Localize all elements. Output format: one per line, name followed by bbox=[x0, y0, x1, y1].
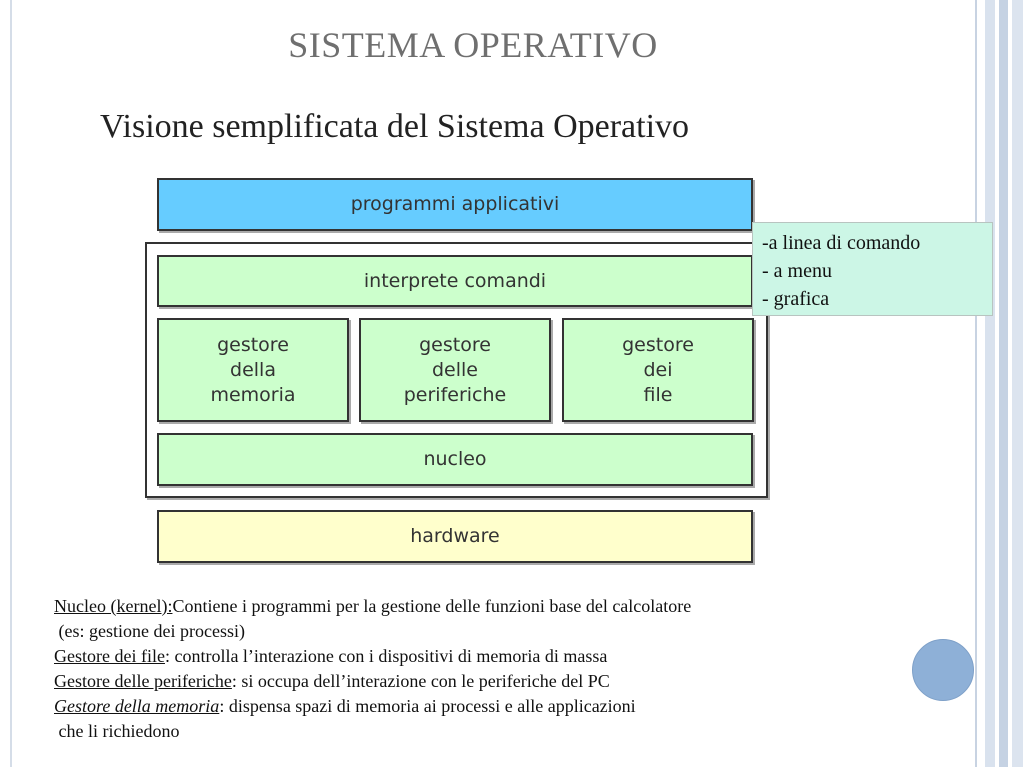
device-manager-line: periferiche bbox=[403, 383, 507, 406]
hardware-layer bbox=[157, 510, 753, 563]
interface-types-note bbox=[752, 222, 993, 316]
note-line: - a menu bbox=[762, 260, 832, 282]
kernel-description bbox=[54, 594, 691, 619]
file-manager-line: gestore bbox=[622, 333, 694, 356]
device-description bbox=[54, 669, 691, 694]
applications-layer bbox=[157, 178, 753, 231]
descriptions bbox=[54, 594, 691, 744]
memory-manager-box bbox=[157, 318, 349, 422]
hardware-label: hardware bbox=[410, 525, 500, 547]
file-manager-line: dei bbox=[643, 358, 673, 381]
note-line: -a linea di comando bbox=[762, 232, 921, 254]
kernel-term: Nucleo (kernel): bbox=[54, 596, 173, 616]
right-decorative-band bbox=[1012, 0, 1023, 767]
device-manager-line: gestore bbox=[419, 333, 491, 356]
right-decorative-band bbox=[999, 0, 1008, 767]
kernel-text: Contiene i programmi per la gestione delle funzioni base del calcolatore bbox=[172, 596, 692, 616]
file-text: : controlla l’interazione con i dispositivi di memoria di massa bbox=[164, 646, 608, 666]
memory-description-cont: che li richiedono bbox=[54, 721, 180, 741]
file-term: Gestore dei file bbox=[54, 646, 165, 666]
interpreter-layer bbox=[157, 255, 753, 307]
memory-manager-line: memoria bbox=[210, 383, 296, 406]
device-text: : si occupa dell’interazione con le periferiche del PC bbox=[231, 671, 610, 691]
file-manager-line: file bbox=[643, 383, 673, 406]
decorative-circle bbox=[912, 639, 974, 701]
device-manager-box bbox=[359, 318, 551, 422]
left-frame-line bbox=[10, 0, 12, 767]
slide-title: SISTEMA OPERATIVO bbox=[288, 25, 658, 65]
note-line: - grafica bbox=[762, 288, 830, 310]
memory-term: Gestore della memoria bbox=[54, 696, 220, 716]
right-decorative-band bbox=[985, 0, 995, 767]
applications-label: programmi applicativi bbox=[350, 193, 560, 215]
kernel-label: nucleo bbox=[423, 448, 487, 470]
memory-text: : dispensa spazi di memoria ai processi e alle applicazioni bbox=[219, 696, 636, 716]
memory-manager-line: gestore bbox=[217, 333, 289, 356]
memory-description bbox=[54, 694, 691, 719]
slide-subtitle: Visione semplificata del Sistema Operativo bbox=[100, 108, 690, 145]
file-manager-box bbox=[562, 318, 754, 422]
device-manager-line: delle bbox=[432, 358, 478, 381]
memory-manager-line: della bbox=[230, 358, 276, 381]
file-description bbox=[54, 644, 691, 669]
device-term: Gestore delle periferiche bbox=[54, 671, 232, 691]
kernel-layer bbox=[157, 433, 753, 486]
right-frame-line bbox=[975, 0, 977, 767]
kernel-description-cont: (es: gestione dei processi) bbox=[54, 621, 245, 641]
interpreter-label: interprete comandi bbox=[363, 269, 547, 292]
